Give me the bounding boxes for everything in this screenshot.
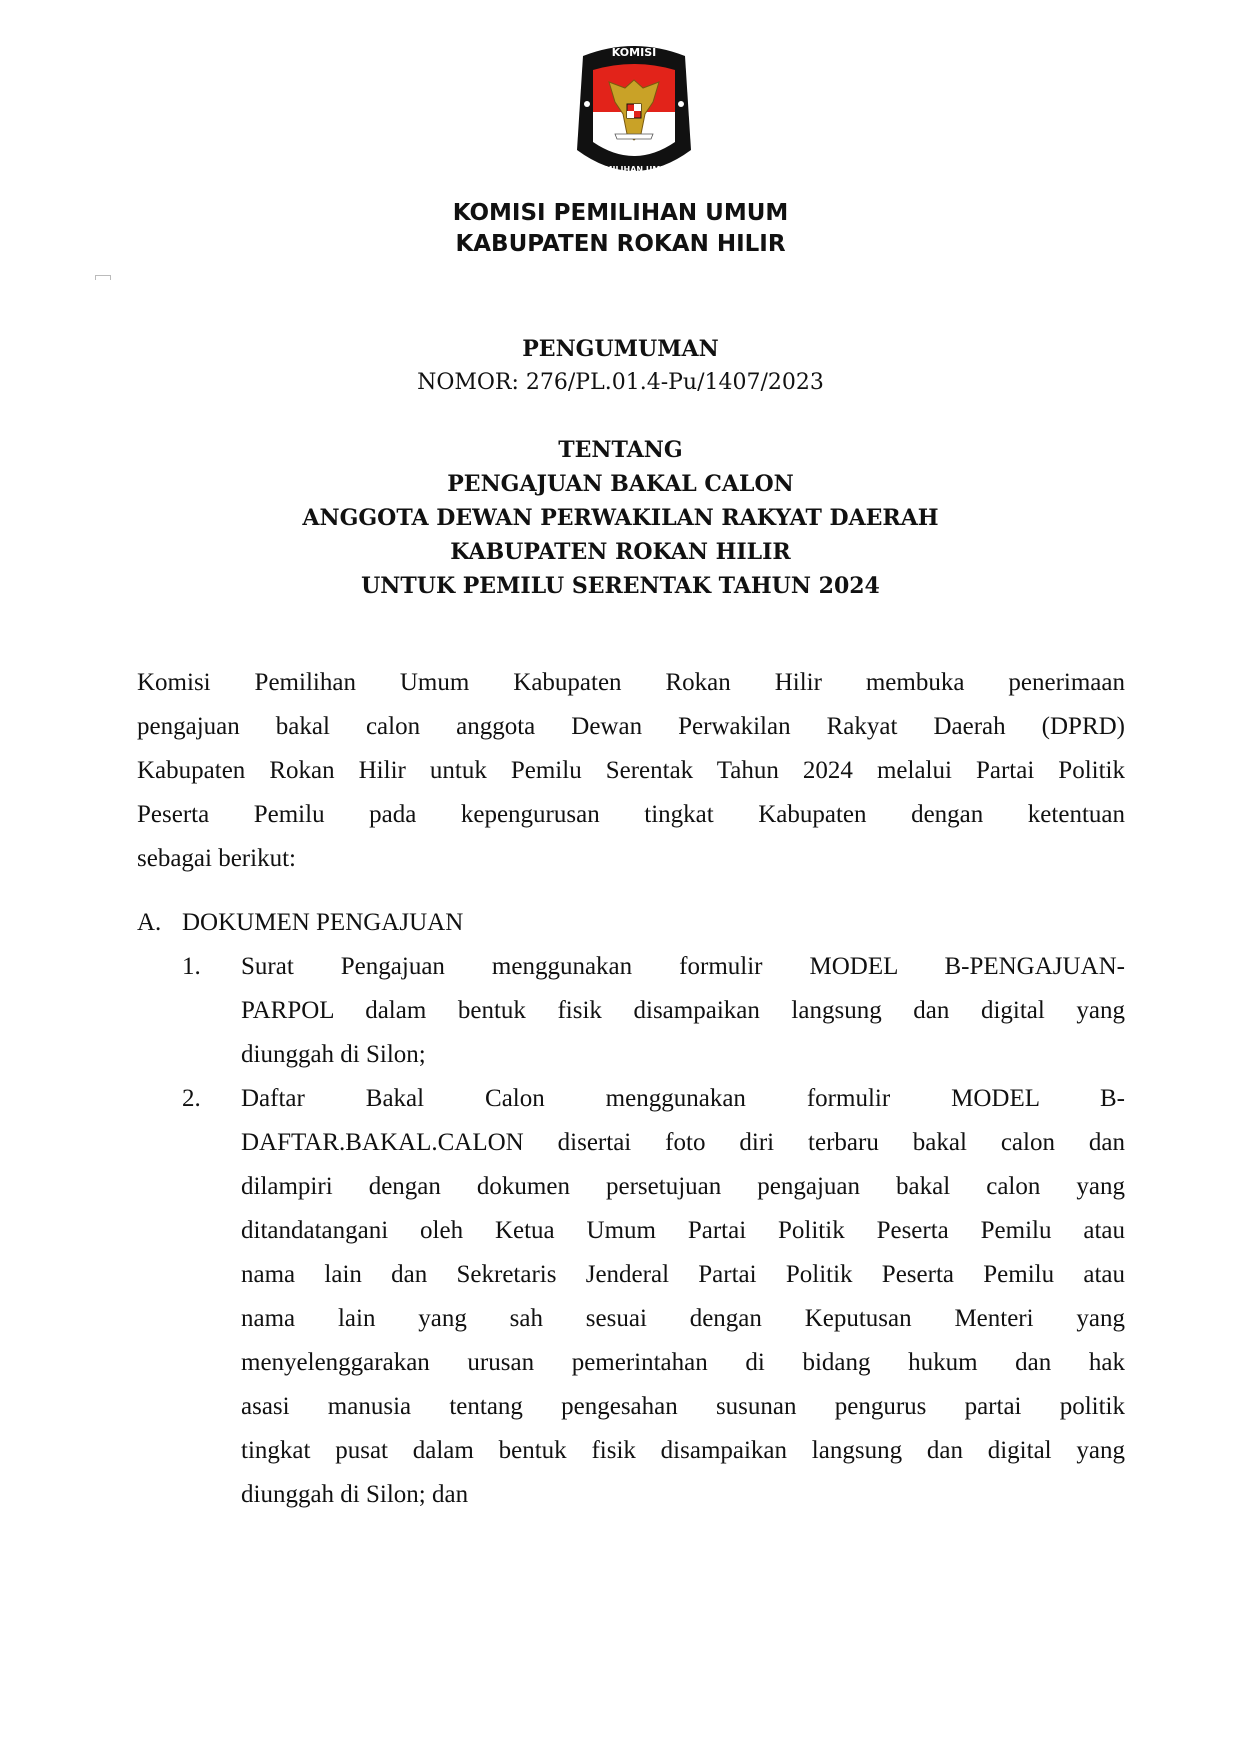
about-line: KABUPATEN ROKAN HILIR [450, 539, 791, 565]
about-heading: TENTANG [558, 437, 683, 463]
section-title: DOKUMEN PENGAJUAN [182, 909, 464, 936]
intro-line: Peserta Pemilu pada kepengurusan tingkat Kabupaten dengan ketentuan [137, 801, 1125, 828]
about-line: ANGGOTA DEWAN PERWAKILAN RAKYAT DAERAH [302, 505, 939, 531]
doc-type: PENGUMUMAN [522, 336, 719, 362]
item-line: Daftar Bakal Calon menggunakan formulir MODEL B- [241, 1085, 1125, 1112]
intro-line: pengajuan bakal calon anggota Dewan Perwakilan Rakyat Daerah (DPRD) [137, 713, 1125, 740]
scan-mark [95, 275, 111, 280]
item-line: ditandatangani oleh Ketua Umum Partai Politik Peserta Pemilu atau [241, 1217, 1125, 1244]
intro-line: Kabupaten Rokan Hilir untuk Pemilu Serentak Tahun 2024 melalui Partai Politik [137, 757, 1125, 784]
doc-number: NOMOR: 276/PL.01.4-Pu/1407/2023 [417, 370, 824, 395]
svg-text:KOMISI: KOMISI [611, 46, 657, 59]
item-line: nama lain yang sah sesuai dengan Keputusan Menteri yang [241, 1305, 1125, 1332]
item-line: PARPOL dalam bentuk fisik disampaikan langsung dan digital yang [241, 997, 1125, 1024]
org-name-line1: KOMISI PEMILIHAN UMUM [452, 200, 789, 226]
intro-line: Komisi Pemilihan Umum Kabupaten Rokan Hilir membuka penerimaan [137, 669, 1125, 696]
item-line: dilampiri dengan dokumen persetujuan pengajuan bakal calon yang [241, 1173, 1125, 1200]
item-line: nama lain dan Sekretaris Jenderal Partai Politik Peserta Pemilu atau [241, 1261, 1125, 1288]
intro-line: sebagai berikut: [137, 845, 296, 872]
kpu-logo [575, 42, 693, 180]
about-line: UNTUK PEMILU SERENTAK TAHUN 2024 [361, 573, 880, 599]
about-line: PENGAJUAN BAKAL CALON [447, 471, 794, 497]
item-line: DAFTAR.BAKAL.CALON disertai foto diri terbaru bakal calon dan [241, 1129, 1125, 1156]
item-number: 1. [182, 953, 201, 980]
svg-text:PEMILIHAN UMUM: PEMILIHAN UMUM [593, 165, 675, 174]
item-line: diunggah di Silon; [241, 1041, 426, 1068]
org-name-line2: KABUPATEN ROKAN HILIR [455, 231, 786, 257]
item-line: asasi manusia tentang pengesahan susunan pengurus partai politik [241, 1393, 1125, 1420]
item-line: tingkat pusat dalam bentuk fisik disampaikan langsung dan digital yang [241, 1437, 1125, 1464]
section-letter: A. [137, 909, 162, 936]
item-line: menyelenggarakan urusan pemerintahan di bidang hukum dan hak [241, 1349, 1125, 1376]
item-line: Surat Pengajuan menggunakan formulir MODEL B-PENGAJUAN- [241, 953, 1125, 980]
item-number: 2. [182, 1085, 201, 1112]
item-line: diunggah di Silon; dan [241, 1481, 469, 1508]
